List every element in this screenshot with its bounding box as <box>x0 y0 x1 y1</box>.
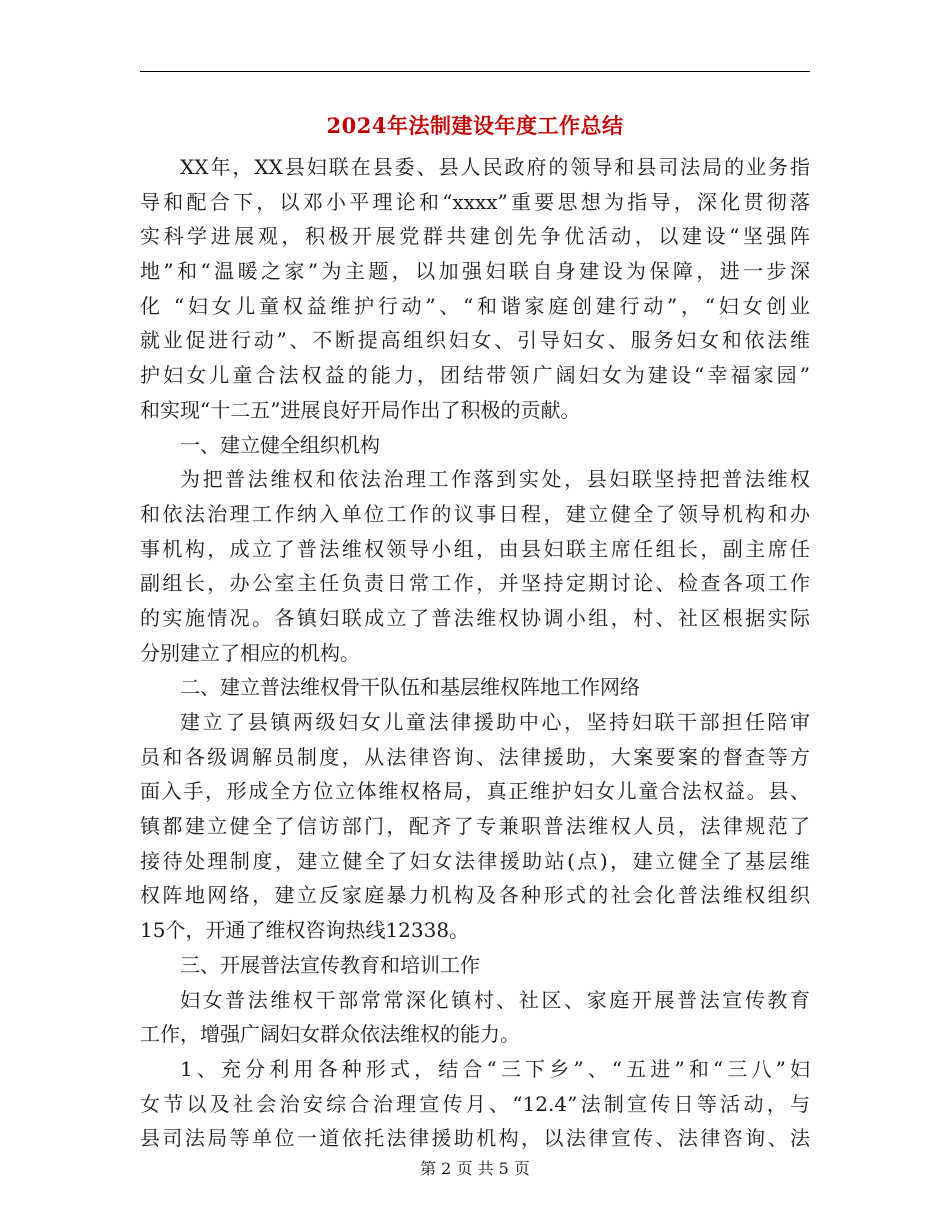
body-text-line: 一、建立健全组织机构 <box>180 432 380 457</box>
body-text-line: 权阵地网络，建立反家庭暴力机构及各种形式的社会化普法维权组织 <box>140 883 810 908</box>
body-text-line: XX年，XX县妇联在县委、县人民政府的领导和县司法局的业务指 <box>180 155 810 179</box>
document-title: 2024年法制建设年度工作总结 <box>326 113 624 138</box>
body-text-line: 和实现“十二五”进展良好开局作出了积极的贡献。 <box>140 397 581 422</box>
body-text-line: 事机构，成立了普法维权领导小组，由县妇联主席任组长，副主席任 <box>140 536 810 561</box>
body-text-line: 妇女普法维权干部常常深化镇村、社区、家庭开展普法宣传教育 <box>180 987 810 1012</box>
body-text-line: 员和各级调解员制度，从法律咨询、法律援助，大案要案的督查等方 <box>140 744 810 769</box>
body-text-line: 接待处理制度，建立健全了妇女法律援助站(点)，建立健全了基层维 <box>140 848 810 873</box>
body-text-line: 和依法治理工作纳入单位工作的议事日程，建立健全了领导机构和办 <box>140 501 810 526</box>
document-body <box>140 150 810 1156</box>
body-text-line: 三、开展普法宣传教育和培训工作 <box>180 952 480 977</box>
body-text-line: 建立了县镇两级妇女儿童法律援助中心，坚持妇联干部担任陪审 <box>180 710 810 734</box>
body-text-line: 面入手，形成全方位立体维权格局，真正维护妇女儿童合法权益。县、 <box>140 779 810 804</box>
body-text-line: 分别建立了相应的机构。 <box>140 640 360 665</box>
body-text-line: 女节以及社会治安综合治理宣传月、“12.4”法制宣传日等活动，与 <box>140 1091 810 1116</box>
body-text-line: 工作，增强广阔妇女群众依法维权的能力。 <box>140 1022 520 1047</box>
body-text-line: 地”和“温暖之家”为主题，以加强妇联自身建设为保障，进一步深 <box>140 259 810 284</box>
body-text-line: 1、充分利用各种形式，结合“三下乡”、“五进”和“三八”妇 <box>180 1056 810 1081</box>
body-text-line: 为把普法维权和依法治理工作落到实处，县妇联坚持把普法维权 <box>180 467 810 492</box>
body-text-line: 化 “妇女儿童权益维护行动”、“和谐家庭创建行动”，“妇女创业 <box>140 293 810 318</box>
body-text-line: 的实施情况。各镇妇联成立了普法维权协调小组，村、社区根据实际 <box>140 605 810 630</box>
body-text-line: 镇都建立健全了信访部门，配齐了专兼职普法维权人员，法律规范了 <box>140 814 810 839</box>
body-text-line: 就业促进行动”、不断提高组织妇女、引导妇女、服务妇女和依法维 <box>140 328 810 353</box>
body-text-line: 导和配合下，以邓小平理论和“xxxx”重要思想为指导，深化贯彻落 <box>140 189 810 214</box>
body-text-line: 护妇女儿童合法权益的能力，团结带领广阔妇女为建设“幸福家园” <box>140 363 810 388</box>
body-text-line: 实科学进展观，积极开展党群共建创先争优活动，以建设“坚强阵 <box>140 224 810 249</box>
body-text-line: 二、建立普法维权骨干队伍和基层维权阵地工作网络 <box>180 675 640 700</box>
body-text-line: 副组长，办公室主任负责日常工作，并坚持定期讨论、检查各项工作 <box>140 571 810 596</box>
header-rule <box>140 71 810 72</box>
body-text-line: 县司法局等单位一道依托法律援助机构，以法律宣传、法律咨询、法 <box>140 1126 810 1151</box>
page-number-footer: 第 2 页 共 5 页 <box>420 1159 530 1178</box>
body-text-line: 15个，开通了维权咨询热线12338。 <box>140 918 470 943</box>
